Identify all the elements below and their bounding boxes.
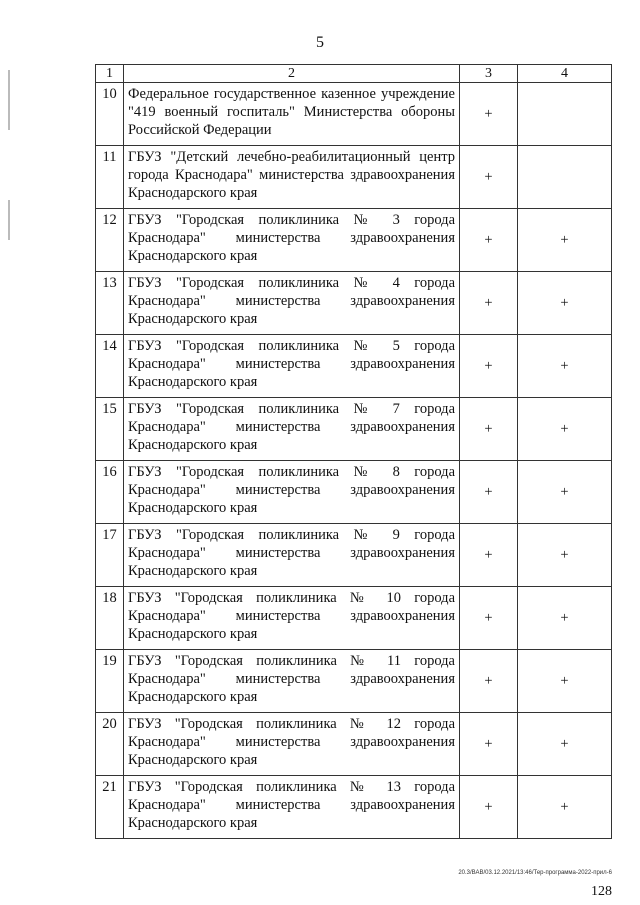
facility-name: ГБУЗ "Городская поликлиника № 12 города Краснодара" министерства здравоохранения Краснодарского края — [124, 713, 460, 776]
facilities-table — [95, 64, 612, 839]
col3-mark: + — [460, 713, 518, 776]
col3-mark: + — [460, 398, 518, 461]
table-row — [96, 587, 612, 650]
page-number-top: 5 — [316, 34, 324, 51]
row-number: 12 — [96, 209, 124, 272]
facility-name: ГБУЗ "Городская поликлиника № 5 города Краснодара" министерства здравоохранения Краснодарского края — [124, 335, 460, 398]
header-cell-2: 2 — [124, 65, 460, 83]
row-number: 19 — [96, 650, 124, 713]
col3-mark: + — [460, 776, 518, 839]
row-number: 18 — [96, 587, 124, 650]
col4-mark: + — [518, 524, 612, 587]
table-row — [96, 272, 612, 335]
row-number: 21 — [96, 776, 124, 839]
col4-mark: + — [518, 398, 612, 461]
col4-mark — [518, 83, 612, 146]
facility-name: ГБУЗ "Городская поликлиника № 8 города Краснодара" министерства здравоохранения Краснодарского края — [124, 461, 460, 524]
col4-mark: + — [518, 776, 612, 839]
col3-mark: + — [460, 146, 518, 209]
table-row — [96, 461, 612, 524]
facility-name: ГБУЗ "Городская поликлиника № 7 города Краснодара" министерства здравоохранения Краснодарского края — [124, 398, 460, 461]
table-row — [96, 650, 612, 713]
table-row — [96, 524, 612, 587]
facility-name: ГБУЗ "Городская поликлиника № 3 города Краснодара" министерства здравоохранения Краснодарского края — [124, 209, 460, 272]
table-row — [96, 146, 612, 209]
header-cell-3: 3 — [460, 65, 518, 83]
row-number: 20 — [96, 713, 124, 776]
page-number-bottom: 128 — [591, 884, 612, 899]
row-number: 14 — [96, 335, 124, 398]
header-cell-4: 4 — [518, 65, 612, 83]
row-number: 10 — [96, 83, 124, 146]
table-row — [96, 713, 612, 776]
col3-mark: + — [460, 209, 518, 272]
col4-mark: + — [518, 461, 612, 524]
header-cell-1: 1 — [96, 65, 124, 83]
row-number: 15 — [96, 398, 124, 461]
col3-mark: + — [460, 83, 518, 146]
row-number: 11 — [96, 146, 124, 209]
col3-mark: + — [460, 650, 518, 713]
facility-name: ГБУЗ "Городская поликлиника № 11 города Краснодара" министерства здравоохранения Краснодарского края — [124, 650, 460, 713]
col4-mark — [518, 146, 612, 209]
table-row — [96, 776, 612, 839]
facility-name: Федеральное государственное казенное учреждение "419 военный госпиталь" Министерства обороны Российской Федерации — [124, 83, 460, 146]
col3-mark: + — [460, 461, 518, 524]
facility-name: ГБУЗ "Городская поликлиника № 9 города Краснодара" министерства здравоохранения Краснодарского края — [124, 524, 460, 587]
facility-name: ГБУЗ "Городская поликлиника № 10 города Краснодара" министерства здравоохранения Краснодарского края — [124, 587, 460, 650]
facility-name: ГБУЗ "Городская поликлиника № 13 города Краснодара" министерства здравоохранения Краснодарского края — [124, 776, 460, 839]
table-row — [96, 398, 612, 461]
table-header-row — [96, 65, 612, 83]
col3-mark: + — [460, 272, 518, 335]
col3-mark: + — [460, 587, 518, 650]
row-number: 16 — [96, 461, 124, 524]
col4-mark: + — [518, 650, 612, 713]
col4-mark: + — [518, 272, 612, 335]
col4-mark: + — [518, 209, 612, 272]
table-row — [96, 335, 612, 398]
col4-mark: + — [518, 587, 612, 650]
col4-mark: + — [518, 713, 612, 776]
col4-mark: + — [518, 335, 612, 398]
scan-margin-mark — [8, 70, 10, 130]
document-code: 20.3/ВАВ/03.12.2021/13:46/Тер-программа-2022-прил-6 — [458, 870, 612, 876]
row-number: 13 — [96, 272, 124, 335]
col3-mark: + — [460, 335, 518, 398]
col3-mark: + — [460, 524, 518, 587]
row-number: 17 — [96, 524, 124, 587]
table-row — [96, 209, 612, 272]
facility-name: ГБУЗ "Городская поликлиника № 4 города Краснодара" министерства здравоохранения Краснодарского края — [124, 272, 460, 335]
table-row — [96, 83, 612, 146]
facility-name: ГБУЗ "Детский лечебно-реабилитационный центр города Краснодара" министерства здравоохранения Краснодарского края — [124, 146, 460, 209]
scan-margin-mark — [8, 200, 10, 240]
